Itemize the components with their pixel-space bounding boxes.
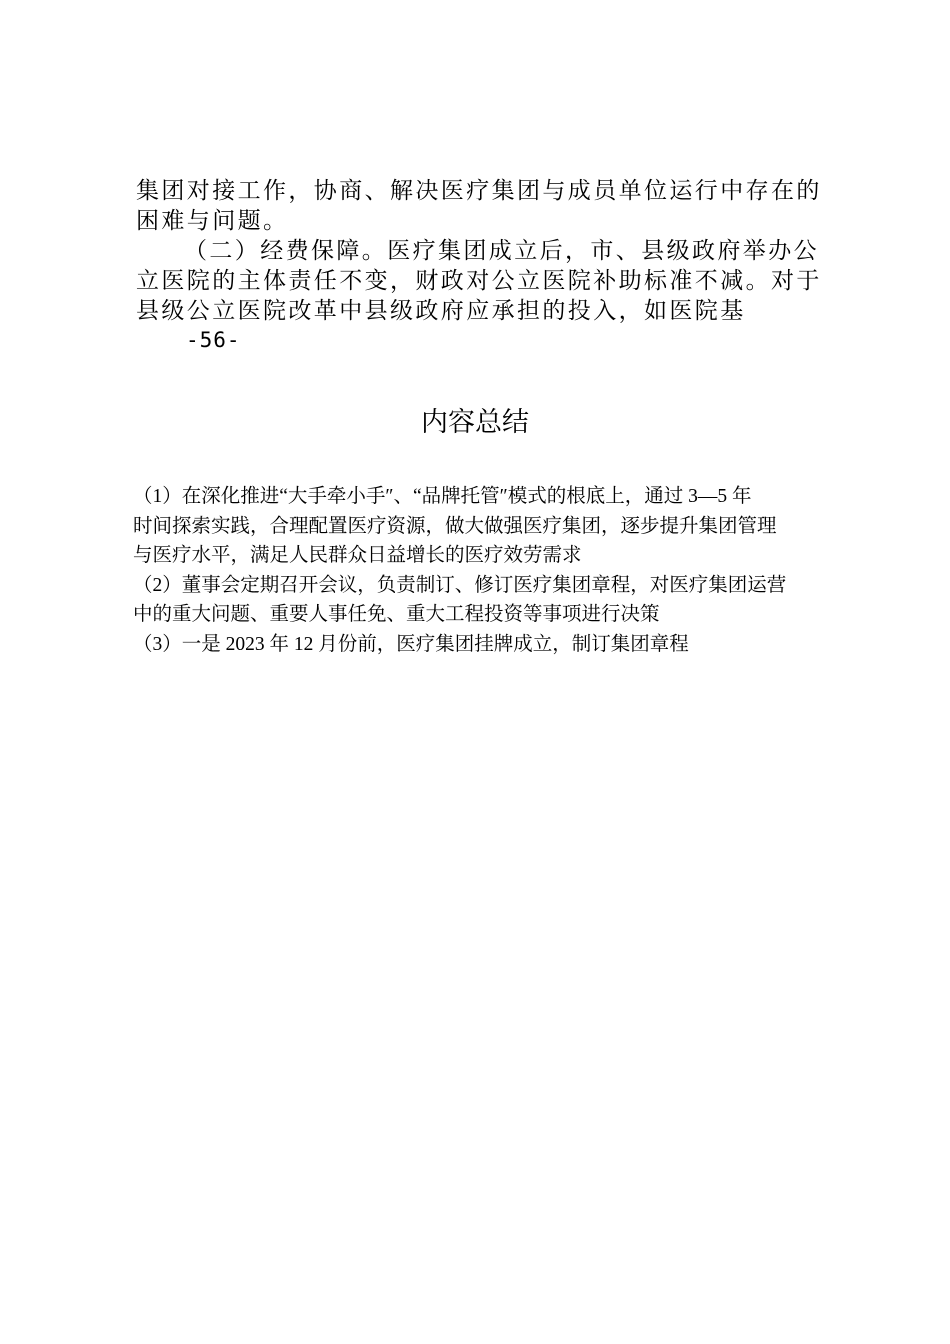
- summary-line: （3）一是 2023 年 12 月份前，医疗集团挂牌成立，制订集团章程: [133, 633, 689, 655]
- summary-line: 与医疗水平，满足人民群众日益增长的医疗效劳需求: [133, 545, 582, 567]
- summary-line: 中的重大问题、重要人事任免、重大工程投资等事项进行决策: [133, 604, 660, 626]
- body-line: 困难与问题。: [136, 208, 289, 234]
- body-line: 集团对接工作，协商、解决医疗集团与成员单位运行中存在的: [136, 178, 822, 204]
- body-line: （二）经费保障。医疗集团成立后，市、县级政府举办公: [184, 238, 819, 264]
- body-line: 县级公立医院改革中县级政府应承担的投入，如医院基: [136, 298, 746, 324]
- page-number: -56-: [186, 328, 241, 352]
- summary-line: （1）在深化推进“大手牵小手″、“品牌托管″模式的根底上，通过 3—5 年: [133, 486, 752, 507]
- summary-list: [133, 482, 833, 660]
- summary-line: （2）董事会定期召开会议，负责制订、修订医疗集团章程，对医疗集团运营: [133, 574, 787, 596]
- body-line: 立医院的主体责任不变，财政对公立医院补助标准不减。对于: [136, 268, 822, 294]
- body-text: [136, 176, 826, 326]
- summary-line: 时间探索实践，合理配置医疗资源，做大做强医疗集团，逐步提升集团管理: [133, 515, 777, 537]
- summary-title: 内容总结: [421, 407, 529, 438]
